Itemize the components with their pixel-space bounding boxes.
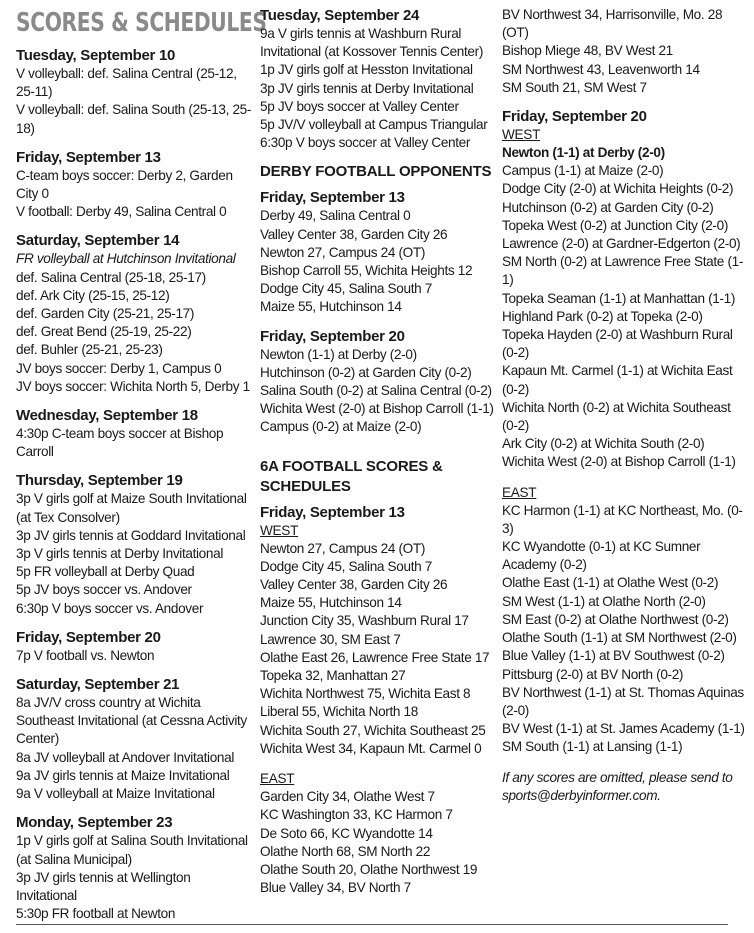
schedule-block: [16, 46, 252, 138]
day-heading: Friday, September 20: [16, 628, 161, 646]
list-item: Blue Valley 34, BV North 7: [260, 880, 411, 896]
day-heading: Saturday, September 14: [16, 232, 180, 250]
list-item: Valley Center 38, Garden City 26: [260, 226, 448, 242]
list-item: Wichita West 34, Kapaun Mt. Carmel 0: [260, 740, 482, 756]
list-item: Wichita West (2-0) at Bishop Carroll (1-1): [260, 401, 494, 417]
list-item: JV boys soccer: Derby 1, Campus 0: [16, 360, 222, 376]
schedule-block: [16, 813, 252, 923]
list-item: Blue Valley (1-1) at BV Southwest (0-2): [502, 648, 725, 664]
schedule-block: [260, 6, 496, 152]
subheading-east: EAST: [502, 484, 537, 500]
list-item: 4:30p C-team boys soccer at Bishop Carroll: [16, 426, 224, 460]
east-scores: [260, 788, 496, 897]
list-item: KC Washington 33, KC Harmon 7: [260, 807, 453, 823]
list-item: Derby 49, Salina Central 0: [260, 208, 411, 224]
list-item: 3p JV girls tennis at Goddard Invitational: [16, 527, 246, 543]
schedule-block: [16, 628, 252, 665]
school-schedule: [16, 46, 252, 923]
day-heading: Wednesday, September 18: [16, 407, 198, 425]
list-item: Dodge City 45, Salina South 7: [260, 558, 432, 574]
list-item: KC Harmon (1-1) at KC Northeast, Mo. (0-3): [502, 502, 743, 536]
list-item: Wichita Northwest 75, Wichita East 8: [260, 686, 471, 702]
list-item: 3p V girls golf at Maize South Invitational (at Tex Consolver): [16, 491, 247, 525]
list-item: Topeka West (0-2) at Junction City (2-0): [502, 217, 728, 233]
schedule-block: [16, 148, 252, 222]
list-item: Olathe South 20, Olathe Northwest 19: [260, 861, 478, 877]
section-title-6a: 6A FOOTBALL SCORES & SCHEDULES: [260, 457, 443, 495]
list-item: Maize 55, Hutchinson 14: [260, 595, 402, 611]
list-item: Wichita West (2-0) at Bishop Carroll (1-1): [502, 454, 736, 470]
list-item: Olathe East (1-1) at Olathe West (0-2): [502, 575, 719, 591]
column-2: [260, 6, 496, 897]
list-item: BV Northwest 34, Harrisonville, Mo. 28 (OT): [502, 7, 723, 41]
list-item: SM South (1-1) at Lansing (1-1): [502, 739, 683, 755]
list-item: BV Northwest (1-1) at St. Thomas Aquinas (2-0): [502, 684, 744, 718]
east-schedule: [502, 502, 748, 757]
east-scores-continued: [502, 6, 748, 97]
list-item: KC Wyandotte (0-1) at KC Sumner Academy (0-2): [502, 539, 701, 573]
subheading-west: WEST: [502, 127, 541, 143]
list-item: Olathe South (1-1) at SM Northwest (2-0): [502, 630, 737, 646]
day-heading: Saturday, September 21: [16, 676, 180, 694]
masthead: SCORES & SCHEDULES: [16, 8, 267, 38]
list-item: Ark City (0-2) at Wichita South (2-0): [502, 436, 705, 452]
list-item: Topeka 32, Manhattan 27: [260, 668, 406, 684]
day-heading: Friday, September 13: [260, 189, 405, 207]
list-item: 5p FR volleyball at Derby Quad: [16, 564, 195, 580]
list-item: 6:30p V boys soccer at Valley Center: [260, 135, 471, 151]
list-item: Valley Center 38, Garden City 26: [260, 577, 448, 593]
list-item: 3p V girls tennis at Derby Invitational: [16, 546, 223, 562]
list-item: 8a JV volleyball at Andover Invitational: [16, 749, 234, 765]
list-item: Kapaun Mt. Carmel (1-1) at Wichita East (0-2): [502, 363, 733, 397]
list-item: Campus (0-2) at Maize (2-0): [260, 419, 422, 435]
list-item: 3p JV girls tennis at Derby Invitational: [260, 80, 474, 96]
list-item: Newton (1-1) at Derby (2-0): [260, 346, 417, 362]
list-item: Junction City 35, Washburn Rural 17: [260, 613, 469, 629]
list-item: Garden City 34, Olathe West 7: [260, 789, 435, 805]
west-schedule: [502, 162, 748, 471]
derby-opponents: [260, 188, 496, 436]
list-item: SM West (1-1) at Olathe North (2-0): [502, 593, 706, 609]
list-item: SM North (0-2) at Lawrence Free State (1-1): [502, 254, 744, 288]
list-item: Hutchinson (0-2) at Garden City (0-2): [502, 199, 714, 215]
opponents-block: [260, 327, 496, 437]
list-item: 5p JV/V volleyball at Campus Triangular: [260, 117, 488, 133]
list-item: 9a JV girls tennis at Maize Invitational: [16, 767, 230, 783]
list-item: def. Ark City (25-15, 25-12): [16, 287, 170, 303]
day-heading: Thursday, September 19: [16, 472, 183, 490]
list-item: V volleyball: def. Salina Central (25-12, 25-11): [16, 66, 237, 100]
list-item: V football: Derby 49, Salina Central 0: [16, 204, 227, 220]
list-item: 1p JV girls golf at Hesston Invitational: [260, 62, 473, 78]
list-item: def. Salina Central (25-18, 25-17): [16, 269, 206, 285]
list-item: Newton 27, Campus 24 (OT): [260, 244, 426, 260]
list-item: 5p JV boys soccer at Valley Center: [260, 98, 459, 114]
schedule-block: [16, 471, 252, 617]
list-item: 5p JV boys soccer vs. Andover: [16, 582, 192, 598]
list-item: 3p JV girls tennis at Wellington Invitational: [16, 869, 191, 903]
footnote: If any scores are omitted, please send to sports@derbyinformer.com.: [502, 769, 733, 803]
list-item: Bishop Miege 48, BV West 21: [502, 43, 673, 59]
list-item: Hutchinson (0-2) at Garden City (0-2): [260, 364, 472, 380]
list-item: Maize 55, Hutchinson 14: [260, 299, 402, 315]
list-item: 9a V volleyball at Maize Invitational: [16, 786, 215, 802]
list-item: 6:30p V boys soccer vs. Andover: [16, 600, 204, 616]
list-item: Olathe East 26, Lawrence Free State 17: [260, 649, 490, 665]
day-heading: Monday, September 23: [16, 814, 173, 832]
list-item: 9a V girls tennis at Washburn Rural Invitational (at Kossover Tennis Center): [260, 26, 484, 60]
list-item: Lawrence (2-0) at Gardner-Edgerton (2-0): [502, 236, 741, 252]
list-item: Highland Park (0-2) at Topeka (2-0): [502, 308, 703, 324]
list-item: SM East (0-2) at Olathe Northwest (0-2): [502, 611, 729, 627]
list-item: Dodge City (2-0) at Wichita Heights (0-2): [502, 181, 734, 197]
list-item: Topeka Seaman (1-1) at Manhattan (1-1): [502, 290, 736, 306]
subheading-east: EAST: [260, 771, 295, 787]
list-item: C-team boys soccer: Derby 2, Garden City 0: [16, 167, 233, 202]
list-item: 7p V football vs. Newton: [16, 647, 155, 663]
day-heading: Friday, September 20: [502, 108, 647, 126]
day-heading: Friday, September 13: [16, 148, 161, 166]
list-item: FR volleyball at Hutchinson Invitational: [16, 251, 236, 267]
list-item: Wichita South 27, Wichita Southeast 25: [260, 722, 486, 738]
day-heading: Tuesday, September 24: [260, 7, 420, 24]
list-item: def. Great Bend (25-19, 25-22): [16, 324, 192, 340]
list-item: De Soto 66, KC Wyandotte 14: [260, 825, 433, 841]
schedule-block: [16, 675, 252, 803]
list-item: def. Garden City (25-21, 25-17): [16, 306, 195, 322]
list-item: Liberal 55, Wichita North 18: [260, 704, 418, 720]
list-item: Lawrence 30, SM East 7: [260, 631, 401, 647]
list-item: def. Buhler (25-21, 25-23): [16, 342, 163, 358]
section-title-derby-opponents: DERBY FOOTBALL OPPONENTS: [260, 163, 492, 181]
opponents-block: [260, 188, 496, 316]
column-1: [16, 6, 267, 933]
bottom-rule: [16, 924, 728, 925]
list-item: SM Northwest 43, Leavenworth 14: [502, 61, 700, 77]
west-scores: [260, 540, 496, 758]
list-item: Newton 27, Campus 24 (OT): [260, 540, 426, 556]
day-heading: Tuesday, September 10: [16, 47, 176, 64]
list-item: SM South 21, SM West 7: [502, 79, 647, 95]
list-item: Campus (1-1) at Maize (2-0): [502, 163, 664, 179]
list-item: Dodge City 45, Salina South 7: [260, 281, 432, 297]
derby-game: Newton (1-1) at Derby (2-0): [502, 145, 665, 161]
schedule-block: [16, 231, 252, 396]
list-item: Salina South (0-2) at Salina Central (0-2): [260, 383, 492, 399]
schedule-block: [16, 406, 252, 461]
list-item: V volleyball: def. Salina South (25-13, 25-18): [16, 102, 252, 136]
day-heading: Friday, September 20: [260, 327, 405, 345]
list-item: JV boys soccer: Wichita North 5, Derby 1: [16, 378, 250, 394]
list-item: 5:30p FR football at Newton: [16, 906, 176, 922]
list-item: Topeka Hayden (2-0) at Washburn Rural (0-2): [502, 327, 733, 361]
list-item: 1p V girls golf at Salina South Invitational (at Salina Municipal): [16, 833, 248, 867]
list-item: Bishop Carroll 55, Wichita Heights 12: [260, 263, 473, 279]
subheading-west: WEST: [260, 522, 299, 538]
list-item: Wichita North (0-2) at Wichita Southeast (0-2): [502, 399, 731, 434]
list-item: Olathe North 68, SM North 22: [260, 843, 431, 859]
list-item: BV West (1-1) at St. James Academy (1-1): [502, 721, 745, 737]
list-item: 8a JV/V cross country at Wichita Southeast Invitational (at Cessna Activity Center): [16, 695, 247, 747]
list-item: Pittsburg (2-0) at BV North (0-2): [502, 666, 684, 682]
column-3: [502, 6, 748, 805]
day-heading: Friday, September 13: [260, 503, 405, 521]
